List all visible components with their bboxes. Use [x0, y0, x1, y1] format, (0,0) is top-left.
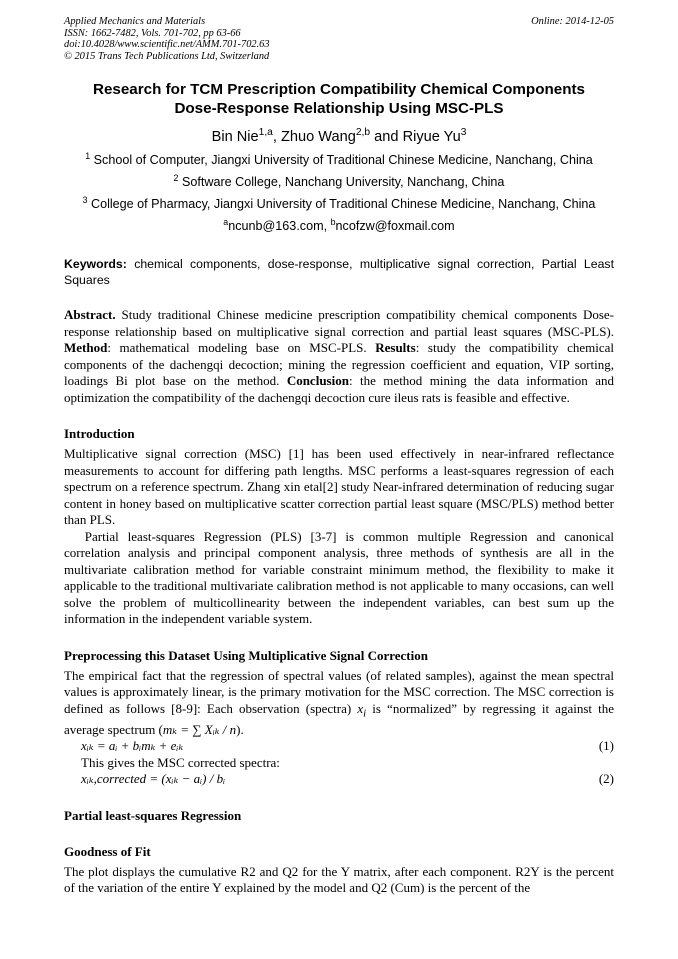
- intro-paragraph-2: Partial least-squares Regression (PLS) [3-7] is common multiple Regression and canonical correlation analysis and principal component analysis, three methods of synthesis are all in the multivariate calibration method for variable constraint minimum method, the flexibility to make it applicable to the traditional multivariate calibration method is not applicable to many occasions, can well solve the problem of multicollinearity between the independent variables, can best sum up the information in the independent variable system.: [64, 528, 614, 626]
- doi-line: doi:10.4028/www.scientific.net/AMM.701-702.63: [64, 39, 270, 51]
- equation-number: (2): [598, 771, 614, 787]
- msc-heading: Preprocessing this Dataset Using Multiplicative Signal Correction: [64, 647, 428, 663]
- gof-paragraph: The plot displays the cumulative R2 and Q2 for the Y matrix, after each component. R2Y is the percent of the variation of the entire Y explained by the model and Q2 (Cum) is the percent of the: [64, 863, 614, 896]
- intro-paragraph-1: Multiplicative signal correction (MSC) [1] has been used effectively in near-infrared reflectance measurements to account for differing path lengths. MSC performs a least-squares regression of each spectrum on a reference spectrum. Zhang xin etal[2] study Near-infrared determination of reducing sugar content in honey based on multiplicative scatter correction partial least square (MSC/PLS) method better than PLS.: [64, 446, 614, 527]
- author-sup: 3: [460, 127, 467, 139]
- online-date: Online: 2014-12-05: [531, 16, 614, 27]
- equation-number: (1): [598, 738, 614, 754]
- title-line-1: Research for TCM Prescription Compatibility Chemical Components: [93, 81, 585, 98]
- pls-heading: Partial least-squares Regression: [64, 807, 242, 823]
- author-list: Bin Nie$^{1,a}$, Zhuo Wang$^{2,b}$ and Riyue Yu$^3$: [211, 127, 467, 145]
- msc-paragraph: The empirical fact that the regression of spectral values (of related samples), against the mean spectral values is approximately linear, is the primary motivation for the MSC correction. The MSC correction is defined as follows [8-9]: Each observation (spectra) $x_i$ is “normalized” by regressing it against the average spectrum (mₖ = ∑ Xᵢₖ / n).: [64, 667, 615, 737]
- issn-line: ISSN: 1662-7482, Vols. 701-702, pp 63-66: [64, 27, 241, 39]
- title-line-2: Dose-Response Relationship Using MSC-PLS: [174, 100, 504, 117]
- author-name: Zhuo Wang: [280, 129, 356, 145]
- equation-1: xᵢₖ = aᵢ + bᵢmₖ + eᵢₖ (1): [81, 738, 614, 754]
- keywords-label: Keywords:: [64, 257, 127, 271]
- gof-heading: Goodness of Fit: [64, 843, 151, 859]
- affiliation-3: $^3$ College of Pharmacy, Jiangxi University of Traditional Chinese Medicine, Nanchang, China: [82, 194, 596, 211]
- journal-name: Applied Mechanics and Materials: [64, 16, 206, 27]
- msc-corrected-text: This gives the MSC corrected spectra:: [81, 754, 280, 770]
- abstract: Abstract. Study traditional Chinese medicine prescription compatibility chemical components Dose-response relationship based on multiplicative signal correction and partial least squares (MSC-PLS). Method: mathematical modeling base on MSC-PLS. Results: study the compatibility chemical components of the dachengqi decoction; mining the regression coefficient and equation, VIP sorting, loadings Bi plot base on the method. Conclusion: the method mining the data information and optimization the compatibility of the dachengqi decoction cure ileus rats is feasible and effective.: [64, 307, 614, 405]
- author-name: Bin Nie: [211, 129, 259, 145]
- author-sup: 2,b: [355, 127, 371, 139]
- copyright-line: © 2015 Trans Tech Publications Ltd, Switzerland: [64, 50, 270, 62]
- paper-title: [64, 80, 614, 118]
- keywords: Keywords: chemical components, dose-response, multiplicative signal correction, Partial Least Squares: [64, 257, 614, 287]
- author-emails: $^a$ncunb@163.com, $^b$ncofzw@foxmail.com: [223, 216, 455, 233]
- author-sup: 1,a: [258, 127, 273, 139]
- affiliation-2: $^2$ Software College, Nanchang University, Nanchang, China: [173, 172, 505, 189]
- equation-2: xᵢₖ,corrected = (xᵢₖ − aᵢ) / bᵢ (2): [81, 771, 614, 787]
- email-link: ncunb@163.com,: [228, 219, 331, 233]
- affiliation-1: $^1$ School of Computer, Jiangxi University of Traditional Chinese Medicine, Nanchang, China: [85, 150, 593, 167]
- intro-heading: Introduction: [64, 426, 135, 441]
- journal-header: [64, 16, 270, 62]
- paper-content: [64, 80, 614, 897]
- email-link: ncofzw@foxmail.com: [335, 219, 455, 233]
- avg-spectrum-formula: mₖ = ∑ Xᵢₖ / n: [162, 721, 237, 737]
- author-name: Riyue Yu: [402, 129, 461, 145]
